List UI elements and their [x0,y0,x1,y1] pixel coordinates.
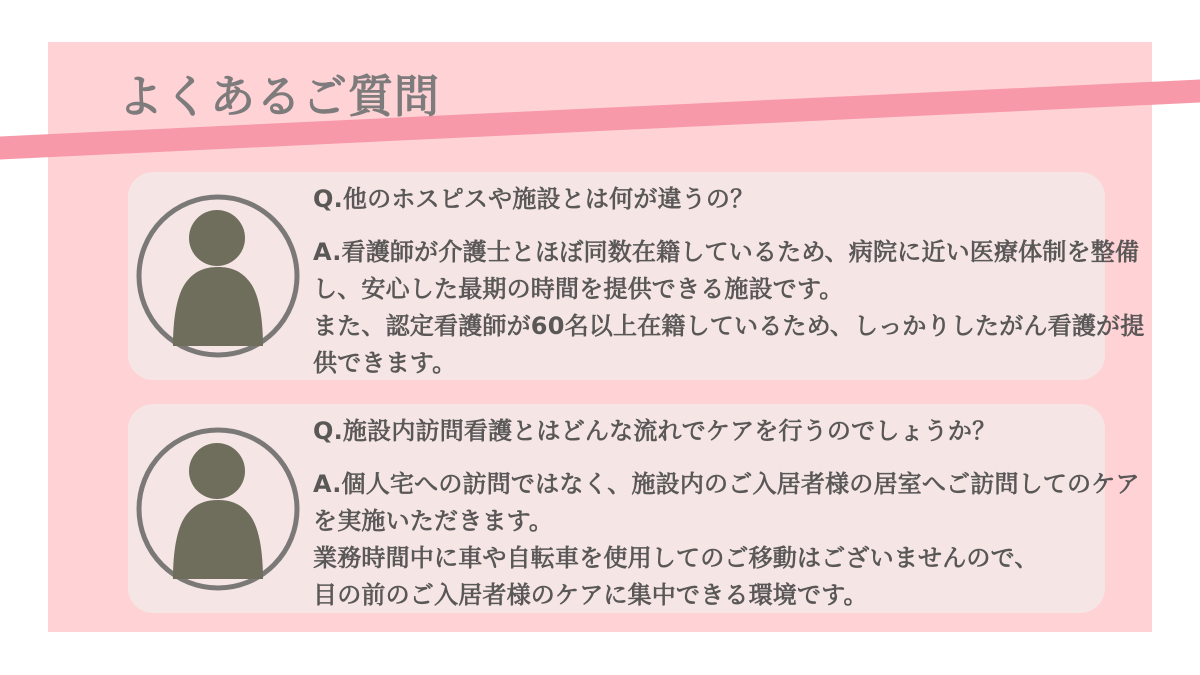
person-icon [135,426,301,592]
answer-line: A.看護師が介護士とほぼ同数在籍しているため、病院に近い医療体制を整備 [313,238,1140,266]
answer-line: 業務時間中に車や自転車を使用してのご移動はございませんので、 [313,544,1039,572]
faq-card-2 [128,404,1140,613]
qa-text-block [313,172,1145,382]
question-text: Q.施設内訪問看護とはどんな流れでケアを行うのでしょうか？ [313,417,997,445]
answer-line: を実施いただきます。 [313,507,554,535]
answer-line: 目の前のご入居者様のケアに集中できる環境です。 [313,581,868,609]
faq-card-1 [128,172,1145,380]
qa-text-block [313,404,1140,614]
page-title: よくあるご質問 [118,70,441,123]
question-text: Q.他のホスピスや施設とは何が違うの？ [313,185,755,213]
person-icon [135,193,301,359]
answer-line: 供できます。 [313,349,457,377]
answer-line: また、認定看護師が60名以上在籍しているため、しっかりしたがん看護が提 [313,312,1145,340]
answer-line: A.個人宅への訪問ではなく、施設内のご入居者様の居室へご訪問してのケア [313,470,1140,498]
answer-line: し、安心した最期の時間を提供できる施設です。 [313,275,844,303]
